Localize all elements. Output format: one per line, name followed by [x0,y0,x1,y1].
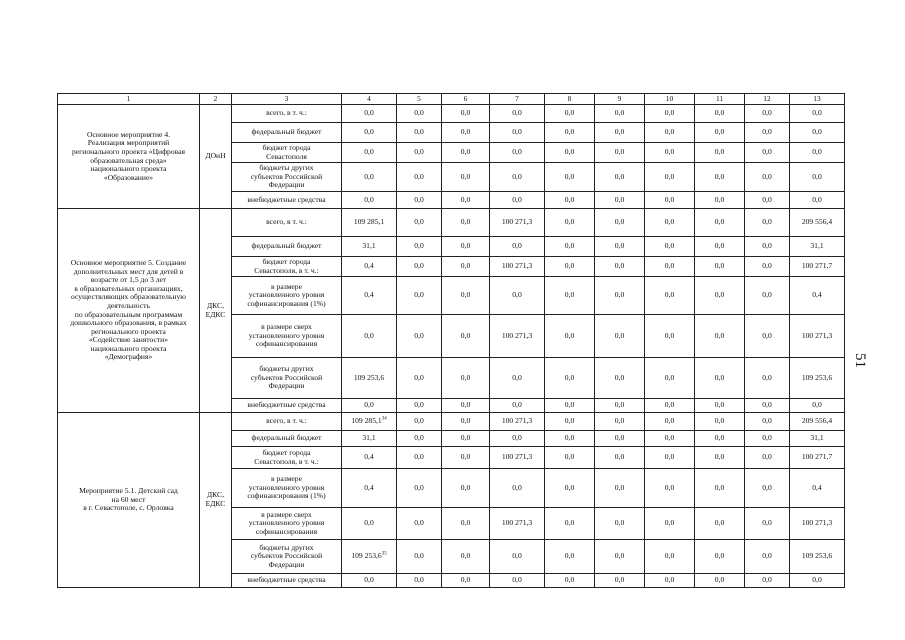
value-cell: 0,0 [745,413,790,431]
value-cell: 0,0 [695,399,745,413]
value-cell: 0,0 [790,399,845,413]
value-cell: 0,0 [442,574,490,588]
footnote-mark: 34 [381,416,387,422]
value-cell: 0,0 [595,143,645,163]
value-cell: 31,1 [342,237,397,257]
value-cell: 0,0 [397,413,442,431]
value-cell: 0,0 [442,540,490,574]
value-cell: 0,0 [397,358,442,399]
value-cell: 0,0 [745,277,790,315]
value-cell: 0,0 [342,105,397,123]
value-cell: 0,0 [342,399,397,413]
funding-source: федеральный бюджет [232,431,342,447]
funding-source: внебюджетные средства [232,574,342,588]
table-body [58,94,845,588]
value-cell: 0,0 [342,315,397,358]
value-cell: 0,0 [342,123,397,143]
value-cell: 0,0 [645,399,695,413]
value-cell: 0,0 [595,105,645,123]
value-cell: 0,0 [645,508,695,540]
value-cell: 100 271,3 [490,257,545,277]
value-cell: 0,0 [545,257,595,277]
budget-table [57,93,845,588]
value-cell: 0,0 [442,209,490,237]
value-cell: 0,0 [595,574,645,588]
value-cell: 0,0 [442,399,490,413]
value-cell: 0,0 [490,105,545,123]
value-cell: 0,4 [790,469,845,508]
column-number-9: 9 [595,94,645,105]
value-cell: 0,0 [545,431,595,447]
value-cell: 0,0 [745,257,790,277]
value-cell: 0,0 [790,143,845,163]
value-cell: 0,0 [545,143,595,163]
value-cell: 0,0 [745,143,790,163]
value-cell: 0,0 [397,399,442,413]
value-cell: 0,0 [342,143,397,163]
value-cell: 0,0 [397,105,442,123]
value-cell: 0,0 [490,399,545,413]
value-cell: 0,0 [790,123,845,143]
value-cell: 0,0 [442,413,490,431]
column-number-13: 13 [790,94,845,105]
value-cell: 0,0 [645,431,695,447]
funding-source: бюджеты других субъектов Российской Федерации [232,163,342,192]
funding-source: всего, в т. ч.: [232,413,342,431]
column-number-3: 3 [232,94,342,105]
value-cell: 0,0 [645,163,695,192]
value-cell: 0,0 [595,431,645,447]
value-cell: 0,0 [490,540,545,574]
value-cell: 0,4 [342,447,397,469]
value-cell: 0,0 [442,315,490,358]
value-cell: 0,0 [397,469,442,508]
funding-source: всего, в т. ч.: [232,209,342,237]
value-cell: 0,0 [695,413,745,431]
column-number-12: 12 [745,94,790,105]
column-number-1: 1 [58,94,200,105]
value-cell: 0,0 [790,192,845,209]
column-number-6: 6 [442,94,490,105]
value-cell: 0,4 [342,257,397,277]
value-cell: 0,0 [442,163,490,192]
value-cell: 0,0 [545,447,595,469]
value-cell: 0,0 [595,469,645,508]
value-cell: 0,0 [595,257,645,277]
value-cell: 0,0 [545,315,595,358]
value-cell: 0,0 [695,105,745,123]
value-cell: 0,0 [442,257,490,277]
value-cell: 0,0 [745,574,790,588]
value-cell: 0,0 [442,508,490,540]
value-cell: 0,0 [695,447,745,469]
column-number-8: 8 [545,94,595,105]
value-cell: 0,0 [695,358,745,399]
value-cell: 0,0 [490,123,545,143]
value-cell: 0,0 [645,209,695,237]
value-cell: 0,0 [397,143,442,163]
value-cell: 0,4 [342,277,397,315]
value-cell: 0,0 [695,163,745,192]
value-cell: 0,0 [490,469,545,508]
value-cell: 209 556,4 [790,209,845,237]
value-cell: 109 285,1 [342,209,397,237]
value-cell: 0,0 [645,540,695,574]
value-cell: 0,0 [442,447,490,469]
value-cell: 0,0 [342,508,397,540]
funding-source: бюджет города Севастополя [232,143,342,163]
value-cell: 0,0 [442,277,490,315]
value-cell: 109 253,6 [790,358,845,399]
value-cell: 0,0 [442,192,490,209]
value-cell: 0,0 [790,105,845,123]
value-cell: 0,0 [595,508,645,540]
value-cell: 0,0 [790,574,845,588]
value-cell: 0,0 [645,123,695,143]
value-cell: 109 253,6 [342,358,397,399]
funding-source: федеральный бюджет [232,237,342,257]
value-cell: 0,0 [695,277,745,315]
value-cell: 0,0 [545,192,595,209]
value-cell: 0,4 [342,469,397,508]
value-cell: 0,0 [397,257,442,277]
table-row [58,105,845,123]
value-cell: 0,0 [595,123,645,143]
value-cell: 100 271,7 [790,447,845,469]
table-row [58,413,845,431]
column-number-5: 5 [397,94,442,105]
value-cell: 0,0 [695,540,745,574]
value-cell: 0,0 [645,277,695,315]
funding-source: в размере сверх установленного уровня софинансирования [232,508,342,540]
value-cell: 0,0 [545,277,595,315]
value-cell: 0,0 [490,192,545,209]
value-cell: 0,0 [745,469,790,508]
column-number-2: 2 [200,94,232,105]
value-cell: 0,0 [442,237,490,257]
funding-source: бюджеты других субъектов Российской Федерации [232,540,342,574]
value-cell: 0,0 [442,123,490,143]
value-cell: 0,0 [695,315,745,358]
value-cell: 0,0 [397,209,442,237]
value-cell: 0,0 [645,358,695,399]
page-number: 51 [852,353,868,368]
funding-source: бюджеты других субъектов Российской Федерации [232,358,342,399]
activity-name: Основное мероприятие 4. Реализация мероприятий регионального проекта «Цифровая образовательная среда» национального проекта «Образование» [58,105,200,209]
value-cell: 0,0 [595,540,645,574]
value-cell: 0,0 [745,447,790,469]
value-cell: 0,0 [695,123,745,143]
column-number-10: 10 [645,94,695,105]
executor: ДКС, ЕДКС [200,413,232,588]
value-cell: 0,0 [442,431,490,447]
value-cell: 0,0 [397,431,442,447]
value-cell: 0,0 [490,277,545,315]
value-cell: 0,0 [695,469,745,508]
value-cell: 0,0 [745,163,790,192]
value-cell: 100 271,3 [790,315,845,358]
value-cell: 0,0 [490,358,545,399]
value-cell: 0,0 [397,237,442,257]
activity-name: Мероприятие 5.1. Детский сад на 60 мест в г. Севастополе, с. Орловка [58,413,200,588]
table-row [58,209,845,237]
value-cell: 0,0 [342,163,397,192]
value-cell: 0,0 [695,508,745,540]
value-cell: 0,0 [545,105,595,123]
value-cell: 0,0 [595,315,645,358]
value-cell: 0,0 [490,143,545,163]
value-cell: 0,0 [645,413,695,431]
value-cell: 0,0 [695,257,745,277]
activity-name: Основное мероприятие 5. Создание дополнительных мест для детей в возрасте от 1,5 до 3 лет в образовательных организациях, осуществляющих образовательную деятельность по образовательным программам дошкольного образования, в рамках регионального проекта «Содействие занятости» национального проекта «Демография» [58,209,200,413]
value-cell: 0,0 [545,574,595,588]
value-cell: 100 271,3 [490,413,545,431]
value-cell: 0,0 [545,237,595,257]
value-cell: 0,0 [745,358,790,399]
value-cell: 0,0 [397,540,442,574]
funding-source: бюджет города Севастополя, в т. ч.: [232,447,342,469]
value-cell: 0,0 [595,399,645,413]
value-cell: 0,0 [745,123,790,143]
value-cell: 109 253,6$^{35}$ [342,540,397,574]
funding-source: федеральный бюджет [232,123,342,143]
value-cell: 31,1 [342,431,397,447]
footnote-mark: 35 [381,551,387,557]
value-cell: 0,0 [595,413,645,431]
column-number-11: 11 [695,94,745,105]
value-cell: 0,0 [545,469,595,508]
value-cell: 0,0 [490,237,545,257]
value-cell: 0,0 [545,413,595,431]
column-number-7: 7 [490,94,545,105]
value-cell: 0,0 [645,143,695,163]
value-cell: 0,0 [545,358,595,399]
value-cell: 0,0 [545,508,595,540]
value-cell: 0,0 [745,508,790,540]
value-cell: 0,0 [745,399,790,413]
value-cell: 0,0 [645,257,695,277]
value-cell: 0,0 [745,431,790,447]
value-cell: 100 271,3 [490,209,545,237]
value-cell: 0,0 [545,399,595,413]
value-cell: 0,0 [645,469,695,508]
value-cell: 100 271,7 [790,257,845,277]
value-cell: 0,0 [595,447,645,469]
value-cell: 0,0 [342,574,397,588]
value-cell: 0,0 [442,469,490,508]
value-cell: 0,0 [397,574,442,588]
funding-source: всего, в т. ч.: [232,105,342,123]
value-cell: 0,0 [695,192,745,209]
value-cell: 0,0 [545,163,595,192]
value-cell: 0,0 [595,358,645,399]
funding-source: внебюджетные средства [232,399,342,413]
value-cell: 0,0 [595,277,645,315]
value-cell: 0,0 [645,447,695,469]
value-cell: 0,0 [745,315,790,358]
value-cell: 0,0 [397,123,442,143]
value-cell: 0,0 [645,315,695,358]
value-cell: 0,0 [695,209,745,237]
value-cell: 0,0 [545,123,595,143]
executor: ДОиН [200,105,232,209]
value-cell: 0,0 [545,540,595,574]
header-row [58,94,845,105]
value-cell: 0,0 [595,192,645,209]
value-cell: 0,0 [595,237,645,257]
value-cell: 0,0 [397,192,442,209]
value-cell: 0,0 [745,540,790,574]
value-cell: 0,0 [397,163,442,192]
funding-source: в размере установленного уровня софинансирования (1%) [232,469,342,508]
funding-source: в размере установленного уровня софинансирования (1%) [232,277,342,315]
value-cell: 0,0 [695,237,745,257]
value-cell: 0,0 [745,105,790,123]
funding-source: в размере сверх установленного уровня софинансирования [232,315,342,358]
value-cell: 0,0 [595,209,645,237]
value-cell: 0,0 [442,143,490,163]
value-cell: 100 271,3 [790,508,845,540]
value-cell: 109 285,1$^{34}$ [342,413,397,431]
value-cell: 0,0 [745,209,790,237]
value-cell: 0,0 [397,315,442,358]
value-cell: 0,0 [397,277,442,315]
value-cell: 0,0 [397,447,442,469]
value-cell: 0,0 [342,192,397,209]
column-number-4: 4 [342,94,397,105]
value-cell: 0,0 [645,574,695,588]
value-cell: 0,0 [790,163,845,192]
value-cell: 0,0 [490,431,545,447]
value-cell: 0,0 [442,105,490,123]
value-cell: 100 271,3 [490,508,545,540]
value-cell: 0,4 [790,277,845,315]
value-cell: 109 253,6 [790,540,845,574]
value-cell: 0,0 [695,143,745,163]
value-cell: 0,0 [695,574,745,588]
funding-source: бюджет города Севастополя, в т. ч.: [232,257,342,277]
funding-source: внебюджетные средства [232,192,342,209]
value-cell: 0,0 [545,209,595,237]
value-cell: 31,1 [790,237,845,257]
value-cell: 0,0 [645,192,695,209]
value-cell: 0,0 [695,431,745,447]
executor: ДКС, ЕДКС [200,209,232,413]
value-cell: 0,0 [595,163,645,192]
value-cell: 0,0 [645,105,695,123]
value-cell: 0,0 [397,508,442,540]
value-cell: 100 271,3 [490,447,545,469]
value-cell: 0,0 [745,192,790,209]
value-cell: 0,0 [490,574,545,588]
value-cell: 0,0 [490,163,545,192]
value-cell: 0,0 [442,358,490,399]
value-cell: 0,0 [745,237,790,257]
value-cell: 209 556,4 [790,413,845,431]
value-cell: 31,1 [790,431,845,447]
value-cell: 100 271,3 [490,315,545,358]
value-cell: 0,0 [645,237,695,257]
